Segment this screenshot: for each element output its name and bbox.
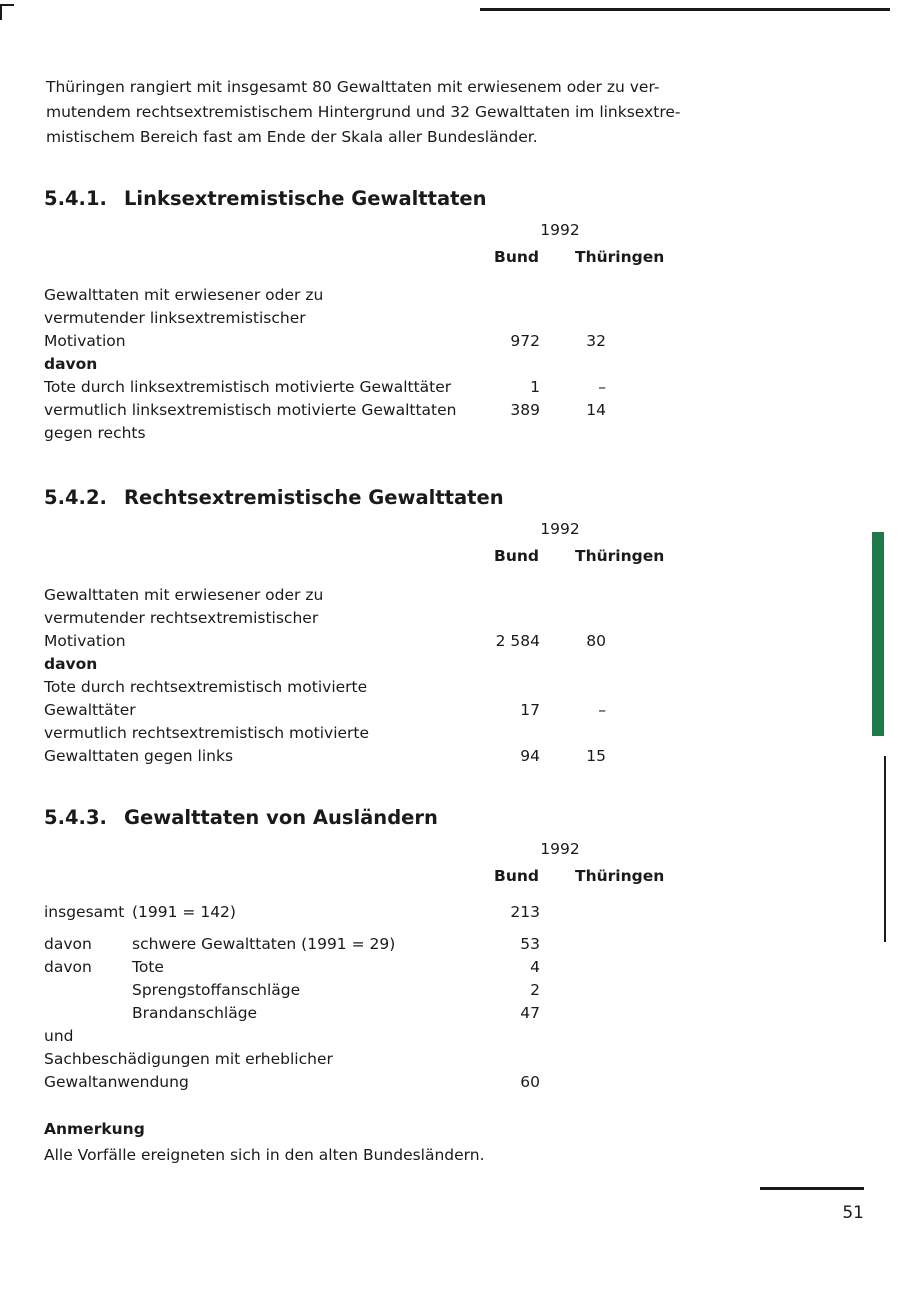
value-bund: 1	[530, 378, 540, 396]
row-label: Brandanschläge	[132, 1004, 258, 1022]
row-label: Tote durch linksextremistisch motivierte Gewalttäter	[44, 378, 452, 396]
value-bund: 213	[510, 903, 540, 921]
row-label: Tote durch rechtsextremistisch motivierte	[44, 678, 368, 696]
page-number: 51	[842, 1203, 864, 1223]
row-label: Tote	[132, 958, 164, 976]
year-label: 1992	[540, 520, 580, 538]
value-thueringen: 14	[586, 401, 606, 419]
value-thueringen: –	[598, 701, 606, 719]
value-bund: 389	[510, 401, 540, 419]
row-label: Gewalttaten mit erwiesener oder zu	[44, 586, 324, 604]
row-label: Motivation	[44, 632, 126, 650]
column-header-thueringen: Thüringen	[575, 547, 665, 565]
column-header-bund: Bund	[494, 248, 539, 266]
davon-label: davon	[44, 935, 92, 953]
value-bund: 60	[520, 1073, 540, 1091]
row-label: Gewalttaten mit erwiesener oder zu	[44, 286, 324, 304]
corner-mark-horizontal	[0, 4, 14, 6]
footer-rule	[760, 1187, 864, 1190]
top-rule	[480, 8, 890, 11]
value-thueringen: 15	[586, 747, 606, 765]
row-label: Gewaltanwendung	[44, 1073, 189, 1091]
row-label: vermutlich rechtsextremistisch motivierte	[44, 724, 370, 742]
value-bund: 94	[520, 747, 540, 765]
value-thueringen: 80	[586, 632, 606, 650]
row-label: gegen rechts	[44, 424, 146, 442]
section-title-543: Gewalttaten von Ausländern	[124, 806, 438, 829]
row-label: schwere Gewalttaten (1991 = 29)	[132, 935, 396, 953]
row-label: Motivation	[44, 332, 126, 350]
section-number-542: 5.4.2.	[44, 486, 107, 509]
davon-label: davon	[44, 355, 98, 373]
row-label: insgesamt	[44, 903, 125, 921]
row-note: (1991 = 142)	[132, 903, 236, 921]
row-label: Gewalttäter	[44, 701, 136, 719]
value-bund: 972	[510, 332, 540, 350]
row-label: vermutlich linksextremistisch motivierte Gewalttaten	[44, 401, 457, 419]
section-number-541: 5.4.1.	[44, 187, 107, 210]
column-header-bund: Bund	[494, 547, 539, 565]
value-bund: 47	[520, 1004, 540, 1022]
row-label: vermutender rechtsextremistischer	[44, 609, 319, 627]
value-bund: 53	[520, 935, 540, 953]
column-header-thueringen: Thüringen	[575, 867, 665, 885]
davon-label: davon	[44, 958, 92, 976]
section-title-541: Linksextremistische Gewalttaten	[124, 187, 487, 210]
value-bund: 4	[530, 958, 540, 976]
corner-mark-vertical	[0, 4, 2, 20]
year-label: 1992	[540, 840, 580, 858]
margin-color-tab	[872, 532, 884, 736]
value-bund: 17	[520, 701, 540, 719]
intro-line-1: Thüringen rangiert mit insgesamt 80 Gewalttaten mit erwiesenem oder zu ver-	[46, 78, 660, 96]
row-label: vermutender linksextremistischer	[44, 309, 306, 327]
value-bund: 2 584	[495, 632, 540, 650]
note-text: Alle Vorfälle ereigneten sich in den alten Bundesländern.	[44, 1146, 485, 1164]
value-thueringen: 32	[586, 332, 606, 350]
section-number-543: 5.4.3.	[44, 806, 107, 829]
margin-line	[884, 756, 886, 942]
row-label: Sprengstoffanschläge	[132, 981, 301, 999]
column-header-bund: Bund	[494, 867, 539, 885]
davon-label: davon	[44, 655, 98, 673]
note-title: Anmerkung	[44, 1120, 145, 1138]
row-label: Gewalttaten gegen links	[44, 747, 234, 765]
und-label: und	[44, 1027, 74, 1045]
year-label: 1992	[540, 221, 580, 239]
intro-line-2: mutendem rechtsextremistischem Hintergrund und 32 Gewalttaten im linksextre-	[46, 103, 681, 121]
value-bund: 2	[530, 981, 540, 999]
section-title-542: Rechtsextremistische Gewalttaten	[124, 486, 504, 509]
row-label: Sachbeschädigungen mit erheblicher	[44, 1050, 333, 1068]
value-thueringen: –	[598, 378, 606, 396]
column-header-thueringen: Thüringen	[575, 248, 665, 266]
intro-line-3: mistischem Bereich fast am Ende der Skala aller Bundesländer.	[46, 128, 538, 146]
